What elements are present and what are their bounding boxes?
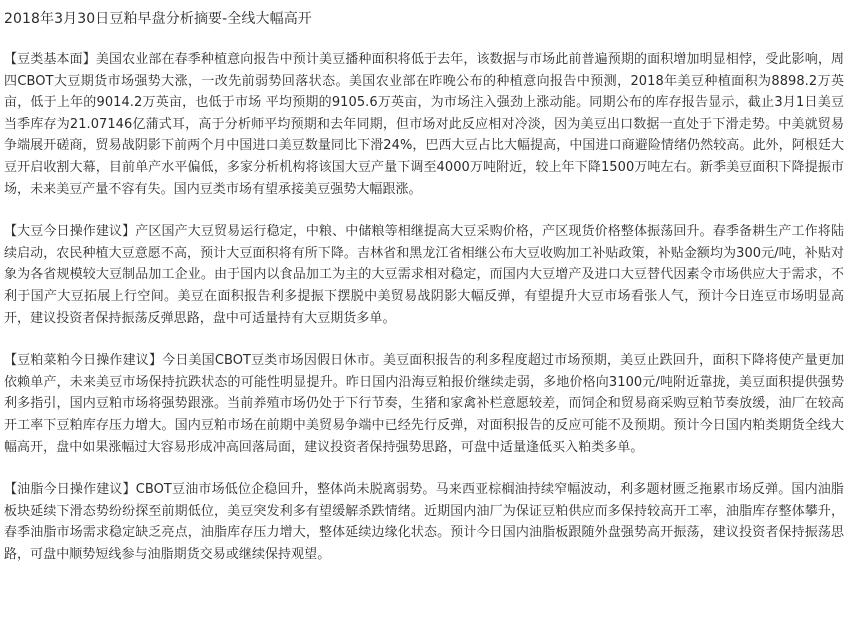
section-soy-fundamentals: [4, 49, 844, 200]
page-title: 2018年3月30日豆粕早盘分析摘要-全线大幅高开: [4, 11, 312, 27]
section-meal-advice: [4, 350, 844, 458]
section-heading: 【豆类基本面】: [4, 52, 96, 67]
section-body: 产区国产大豆贸易运行稳定，中粮、中储粮等相继提高大豆采购价格，产区现货价格整体振荡回升。春季备耕生产工作将陆续启动，农民种植大豆意愿不高，预计大豆面积将有所下降。吉林省和黑龙江省相继公布大豆收购加工补贴政策，补贴金额均为300元/吨，补贴对象为各省规模较大豆制品加工企业。由于国内以食品加工为主的大豆需求相对稳定，而国内大豆增产及进口大豆替代因素令市场供应大于需求，不利于国产大豆拓展上行空间。美豆在面积报告利多提振下摆脱中美贸易战阴影大幅反弹，有望提升大豆市场看张人气，预计今日连豆市场明显高开，建议投资者保持振荡反弹思路，盘中可适量持有大豆期货多单。: [4, 224, 844, 326]
section-body: 美国农业部在春季种植意向报告中预计美豆播种面积将低于去年，该数据与市场此前普遍预期的面积增加明显相悖，受此影响，周四CBOT大豆期货市场强势大涨，一改先前弱势回落状态。美国农业部在昨晚公布的种植意向报告中预测，2018年美豆种植面积为8898.2万英亩，低于上年的9014.2万英亩，也低于市场 平均预期的9105.6万英亩，为市场注入强劲上涨动能。同期公布的库存报告显示，截止3月1日美豆当季库存为21.07146亿蒲式耳，高于分析师平均预期和去年同期，但市场对此反应相对冷淡，因为美豆出口数据一直处于下滑走势。中美就贸易争端展开磋商，贸易战阴影下前两个月中国进口美豆数量同比下滑24%，巴西大豆占比大幅提高，中国进口商避险情绪仍然较高。此外，阿根廷大豆开启收割大幕，目前单产水平偏低，多家分析机构将该国大豆产量下调至4000万吨附近，较上年下降1500万吨左右。新季美豆面积下降提振市场，未来美豆产量不容有失。国内豆类市场有望承接美豆强势大幅跟涨。: [4, 52, 844, 197]
section-heading: 【大豆今日操作建议】: [4, 224, 136, 240]
section-soybean-advice: [4, 221, 844, 329]
section-body: 今日美国CBOT豆类市场因假日休市。美豆面积报告的利多程度超过市场预期，美豆止跌回升，面积下降将使产量更加依赖单产，未来美豆市场保持抗跌状态的可能性明显提升。昨日国内沿海豆粕报价继续走弱，多地价格向3100元/吨附近靠拢，美豆面积提供强势利多指引，国内豆粕市场将强势跟涨。当前养殖市场仍处于下行节奏，生猪和家禽补栏意愿较差，而饲企和贸易商采购豆粕节奏放缓，油厂在较高开工率下豆粕库存压力增大。国内豆粕市场在前期中美贸易争端中已经先行反弹，对面积报告的反应可能不及预期。预计今日国内粕类期货全线大幅高开，盘中如果涨幅过大容易形成冲高回落局面，建议投资者保持强势思路，可盘中适量逢低买入粕类多单。: [4, 353, 844, 455]
section-heading: 【油脂今日操作建议】: [4, 482, 136, 498]
section-oil-advice: [4, 479, 844, 565]
section-heading: 【豆粕菜粕今日操作建议】: [4, 353, 163, 369]
section-body: CBOT豆油市场低位企稳回升，整体尚未脱离弱势。马来西亚棕榈油持续窄幅波动，利多题材匮乏拖累市场反弹。国内油脂板块延续下滑态势纷纷探至前期低位，美豆突发利多有望缓解杀跌情绪。近期国内油厂为保证豆粕供应而多保持较高开工率，油脂库存整体攀升，春季油脂市场需求稳定缺乏亮点，油脂库存压力增大，整体延续边缘化状态。预计今日国内油脂板跟随外盘强势高开振荡，建议投资者保持振荡思路，可盘中顺势短线参与油脂期货交易或继续保持观望。: [4, 482, 844, 562]
